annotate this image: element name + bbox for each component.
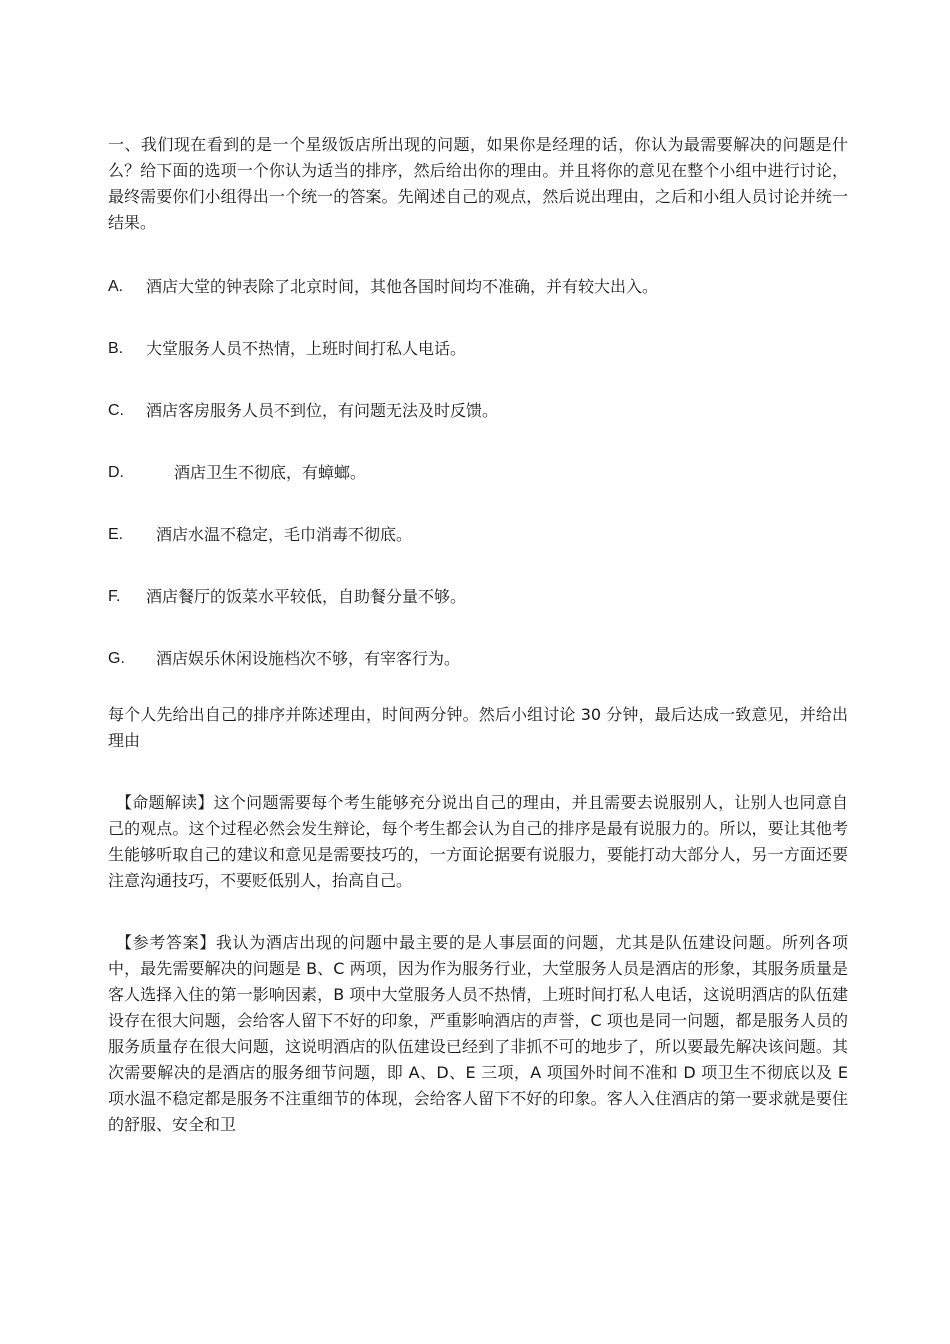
option-c (108, 398, 848, 424)
document-page (108, 132, 848, 1138)
option-letter: G. (108, 650, 125, 667)
option-letter: A. (108, 278, 124, 295)
option-text: 酒店水温不稳定，毛巾消毒不彻底。 (156, 525, 413, 544)
option-text: 大堂服务人员不热情，上班时间打私人电话。 (146, 339, 467, 358)
option-f (108, 584, 848, 610)
analysis-paragraph: 【命题解读】这个问题需要每个考生能够充分说出自己的理由，并且需要去说服别人，让别人也同意自己的观点。这个过程必然会发生辩论，每个考生都会认为自己的排序是最有说服力的。所以，要让其他考生能够听取自己的建议和意见是需要技巧的，一方面论据要有说服力，要能打动大部分人，另一方面还要注意沟通技巧，不要贬低别人，抬高自己。 (108, 793, 848, 890)
option-text: 酒店娱乐休闲设施档次不够，有宰客行为。 (156, 649, 461, 668)
option-b (108, 336, 848, 362)
option-letter: D. (108, 464, 124, 481)
option-text: 酒店卫生不彻底，有蟑螂。 (174, 463, 367, 482)
option-d (108, 460, 848, 486)
option-text: 酒店客房服务人员不到位，有问题无法及时反馈。 (146, 401, 499, 420)
reference-answer-paragraph: 【参考答案】我认为酒店出现的问题中最主要的是人事层面的问题，尤其是队伍建设问题。所列各项中，最先需要解决的问题是 B、C 两项，因为作为服务行业，大堂服务人员是酒店的形象，其服务质量是客人选择入住的第一影响因素，B 项中大堂服务人员不热情，上班时间打私人电话，这说明酒店的队伍建设存在很大问题，会给客人留下不好的印象，严重影响酒店的声誉，C 项也是同一问题，都是服务人员的服务质量存在很大问题，这说明酒店的队伍建设已经到了非抓不可的地步了，所以要最先解决该问题。其次需要解决的是酒店的服务细节问题，即 A、D、E 三项，A 项国外时间不准和 D 项卫生不彻底以及 E 项水温不稳定都是服务不注重细节的体现，会给客人留下不好的印象。客人入住酒店的第一要求就是要住的舒服、安全和卫 (108, 933, 848, 1134)
option-e (108, 522, 848, 548)
option-letter: C. (108, 402, 124, 419)
option-g (108, 646, 848, 672)
instructions-paragraph: 每个人先给出自己的排序并陈述理由，时间两分钟。然后小组讨论 30 分钟，最后达成一致意见，并给出理由 (108, 705, 848, 750)
option-letter: F. (108, 588, 121, 605)
option-letter: B. (108, 340, 124, 357)
option-text: 酒店大堂的钟表除了北京时间，其他各国时间均不准确，并有较大出入。 (146, 277, 659, 296)
option-a (108, 274, 848, 300)
option-text: 酒店餐厅的饭菜水平较低，自助餐分量不够。 (146, 587, 467, 606)
option-letter: E. (108, 526, 124, 543)
question-paragraph: 一、我们现在看到的是一个星级饭店所出现的问题，如果你是经理的话，你认为最需要解决的问题是什么？给下面的选项一个你认为适当的排序，然后给出你的理由。并且将你的意见在整个小组中进行讨论，最终需要你们小组得出一个统一的答案。先阐述自己的观点，然后说出理由，之后和小组人员讨论并统一结果。 (108, 135, 848, 232)
